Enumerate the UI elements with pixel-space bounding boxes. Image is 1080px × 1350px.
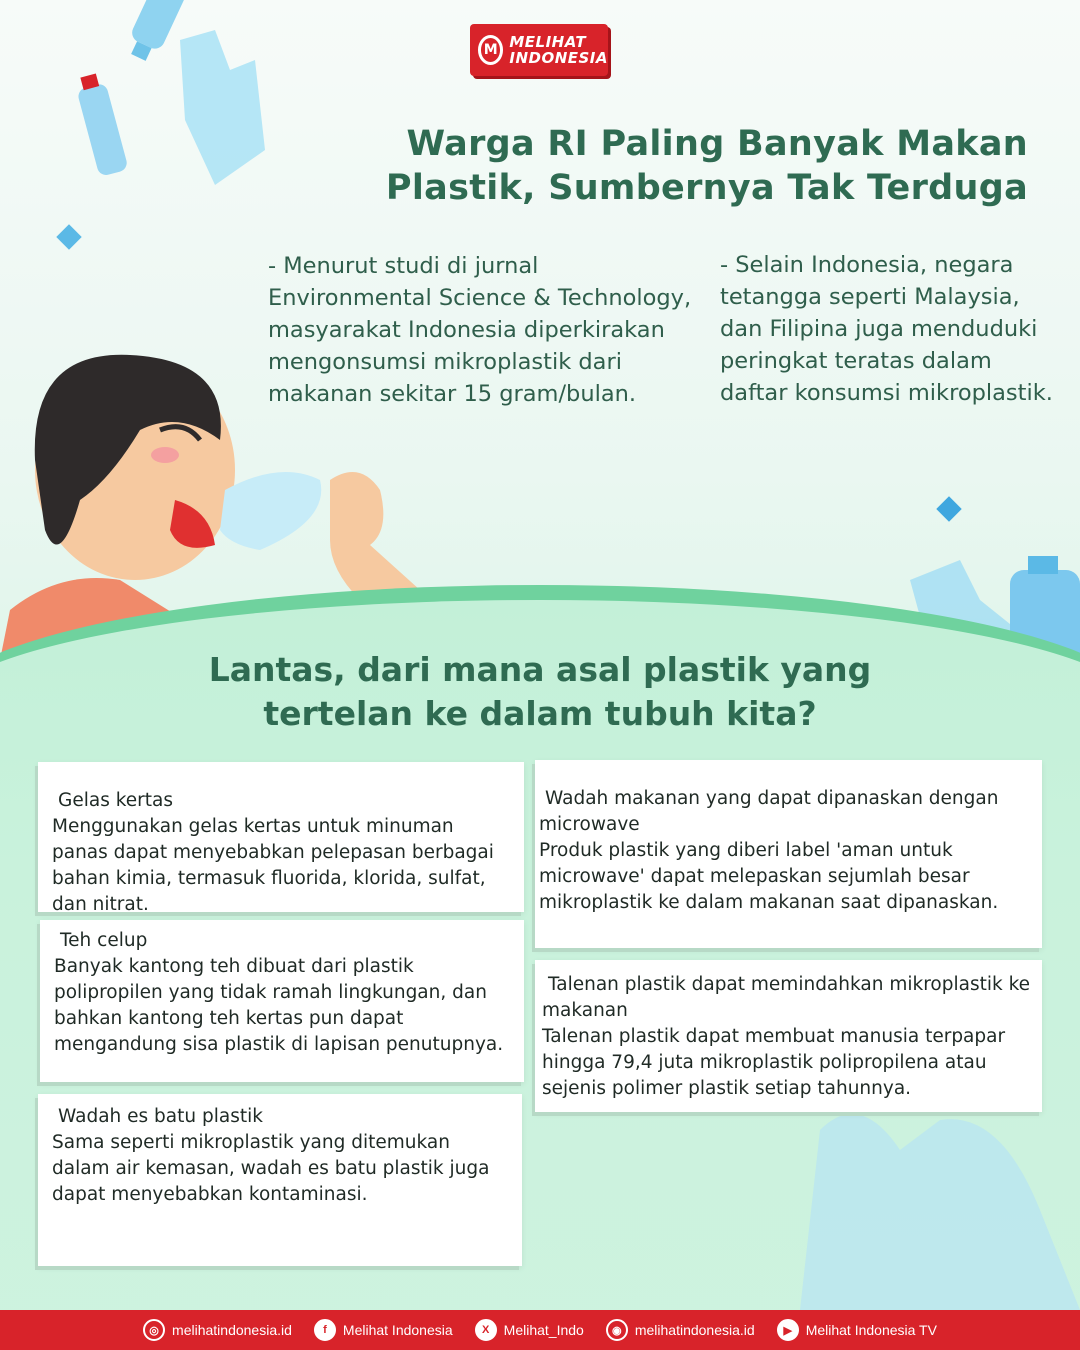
facebook-icon: f — [314, 1319, 336, 1341]
card-title: Gelas kertas — [58, 790, 173, 811]
section-question-line2: tertelan ke dalam tubuh kita? — [263, 694, 817, 733]
footer-social-bar — [0, 1310, 1080, 1350]
card-title: Talenan plastik dapat memindahkan mikroplastik ke — [548, 974, 1031, 995]
card-wadah-microwave — [535, 760, 1042, 948]
footer-youtube-label: Melihat Indonesia TV — [805, 1322, 937, 1338]
footer-website-link[interactable] — [143, 1319, 292, 1341]
footer-facebook-link[interactable] — [314, 1319, 453, 1341]
card-body: Menggunakan gelas kertas untuk minuman panas dapat menyebabkan pelepasan berbagai bahan kimia, termasuk fluorida, klorida, sulfat, dan nitrat. — [52, 816, 494, 915]
card-body: Talenan plastik dapat membuat manusia terpapar hingga 79,4 juta mikroplastik polipropilena atau sejenis polimer plastik setiap tahunnya. — [542, 1026, 1006, 1099]
footer-facebook-label: Melihat Indonesia — [342, 1322, 453, 1338]
footer-youtube-link[interactable] — [777, 1319, 937, 1341]
card-body: Banyak kantong teh dibuat dari plastik polipropilen yang tidak ramah lingkungan, dan bahkan kantong teh kertas pun dapat mengandung sisa plastik di lapisan penutupnya. — [54, 956, 504, 1055]
footer-x-label: Melihat_Indo — [503, 1322, 584, 1338]
card-talenan-plastik — [535, 960, 1042, 1112]
section-question — [0, 648, 1080, 736]
footer-website-label: melihatindonesia.id — [172, 1322, 292, 1338]
card-title: Wadah es batu plastik — [58, 1106, 263, 1127]
card-title-cont: makanan — [542, 1000, 628, 1021]
card-title-cont: microwave — [539, 814, 640, 835]
card-gelas-kertas — [38, 762, 524, 915]
plastic-waste-illustration — [40, 0, 280, 260]
card-title: Wadah makanan yang dapat dipanaskan dengan — [545, 788, 999, 809]
card-body: Sama seperti mikroplastik yang ditemukan dalam air kemasan, wadah es batu plastik juga dapat menyebabkan kontaminasi. — [52, 1132, 490, 1205]
intro-left-text: - Menurut studi di jurnal Environmental Science & Technology, masyarakat Indonesia diperkirakan mengonsumsi mikroplastik dari makanan sekitar 15 gram/bulan. — [268, 253, 692, 407]
youtube-icon: ▶ — [777, 1319, 799, 1341]
plastic-bag-illustration — [740, 1090, 1080, 1310]
intro-right-text: - Selain Indonesia, negara tetangga seperti Malaysia, dan Filipina juga menduduki peringkat teratas dalam daftar konsumsi mikroplastik. — [720, 252, 1053, 406]
brand-logo-line2: INDONESIA — [509, 49, 608, 67]
brand-logo-line1: MELIHAT — [509, 33, 587, 51]
card-body: Produk plastik yang diberi label 'aman untuk microwave' dapat melepaskan sejumlah besar mikroplastik ke dalam makanan saat dipanaskan. — [539, 840, 999, 913]
footer-x-link[interactable] — [475, 1319, 584, 1341]
page-title-line1: Warga RI Paling Banyak Makan — [406, 124, 1028, 164]
page-title-line2: Plastik, Sumbernya Tak Terduga — [385, 168, 1028, 208]
footer-instagram-label: melihatindonesia.id — [634, 1322, 755, 1338]
footer-instagram-link[interactable] — [606, 1319, 755, 1341]
card-title: Teh celup — [60, 930, 148, 951]
x-icon: X — [475, 1319, 497, 1341]
brand-logo — [470, 24, 608, 76]
section-question-line1: Lantas, dari mana asal plastik yang — [208, 650, 872, 689]
card-wadah-es-batu — [38, 1094, 522, 1266]
card-teh-celup — [40, 920, 524, 1082]
globe-icon: ◎ — [143, 1319, 165, 1341]
page-title — [386, 122, 1028, 210]
brand-logo-icon: M — [478, 35, 503, 65]
instagram-icon: ◉ — [606, 1319, 628, 1341]
